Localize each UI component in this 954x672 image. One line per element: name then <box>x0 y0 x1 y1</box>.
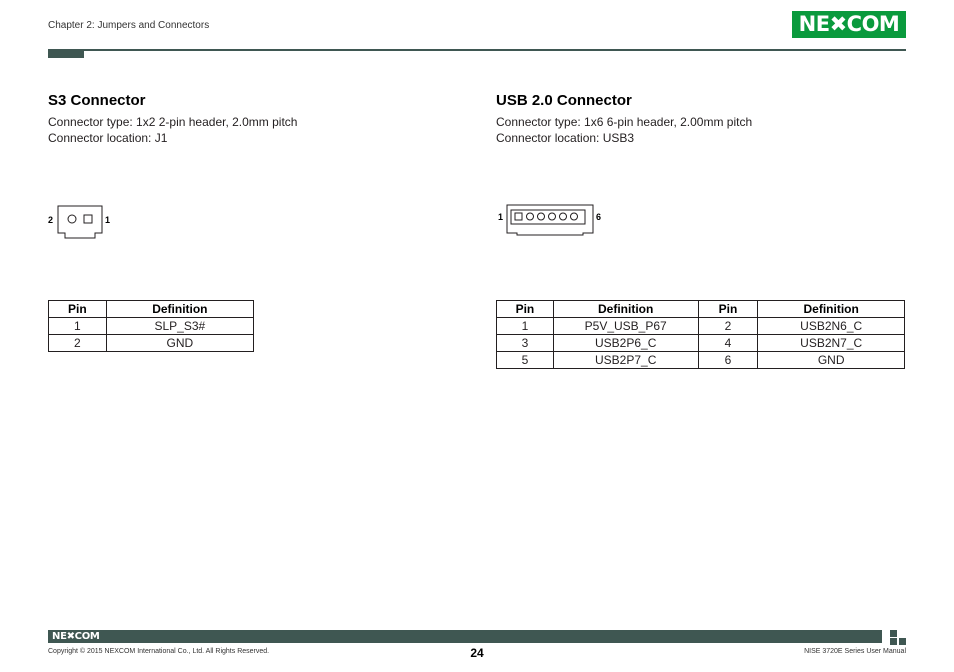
table-header-row <box>49 301 254 318</box>
table-cell: GND <box>106 335 253 352</box>
table-cell: USB2P7_C <box>553 352 698 369</box>
footer-corner-square <box>899 638 906 645</box>
table-row <box>497 335 905 352</box>
table-cell: USB2N6_C <box>758 318 905 335</box>
s3-connector-heading: S3 Connector <box>48 92 146 109</box>
footer-corner-square <box>890 638 897 645</box>
usb-pin-4 <box>549 213 556 220</box>
table-cell: 1 <box>49 318 107 335</box>
table-cell: P5V_USB_P67 <box>553 318 698 335</box>
header-rule <box>48 49 906 51</box>
footer-bar <box>48 630 882 643</box>
usb-connector-heading: USB 2.0 Connector <box>496 92 632 109</box>
table-cell: USB2N7_C <box>758 335 905 352</box>
s3-connector-location: Connector location: J1 <box>48 131 168 145</box>
s3-diagram-label-left: 2 <box>48 215 54 225</box>
usb-connector-diagram <box>505 203 595 237</box>
table-row <box>49 335 254 352</box>
usb-diagram-label-left: 1 <box>498 212 504 222</box>
s3-connector-section <box>48 92 297 146</box>
usb-connector-location: Connector location: USB3 <box>496 131 635 145</box>
table-row <box>497 318 905 335</box>
footer-logo: NE✖COM <box>52 631 100 642</box>
table-header-pin: Pin <box>698 301 758 318</box>
usb-pin-table <box>496 300 905 369</box>
manual-title: NISE 3720E Series User Manual <box>804 648 906 655</box>
usb-pin-5 <box>560 213 567 220</box>
s3-connector-diagram <box>56 204 104 240</box>
usb-connector-type: Connector type: 1x6 6-pin header, 2.00mm pitch <box>496 115 753 129</box>
s3-pin-2 <box>68 215 76 223</box>
usb-pin-6 <box>571 213 578 220</box>
page-number: 24 <box>470 646 484 660</box>
footer-corner-square <box>890 630 897 637</box>
table-cell: GND <box>758 352 905 369</box>
s3-pin-1 <box>84 215 92 223</box>
usb-pin-3 <box>538 213 545 220</box>
table-cell: 3 <box>497 335 554 352</box>
header-rule-tab <box>48 49 84 58</box>
s3-diagram-label-right: 1 <box>105 215 111 225</box>
usb-pin-1 <box>515 213 522 220</box>
table-row <box>49 318 254 335</box>
table-header-definition: Definition <box>106 301 253 318</box>
table-cell: 6 <box>698 352 758 369</box>
logo-text: NE✖COM <box>798 12 900 36</box>
chapter-title: Chapter 2: Jumpers and Connectors <box>48 20 210 31</box>
usb-diagram-label-right: 6 <box>596 212 602 222</box>
table-cell: 2 <box>698 318 758 335</box>
nexcom-logo <box>792 11 906 38</box>
table-cell: 2 <box>49 335 107 352</box>
table-header-pin: Pin <box>497 301 554 318</box>
table-header-row <box>497 301 905 318</box>
copyright-notice: Copyright © 2015 NEXCOM International Co., Ltd. All Rights Reserved. <box>48 648 270 655</box>
table-header-pin: Pin <box>49 301 107 318</box>
table-row <box>497 352 905 369</box>
table-cell: 1 <box>497 318 554 335</box>
s3-connector-type: Connector type: 1x2 2-pin header, 2.0mm pitch <box>48 115 298 129</box>
table-cell: SLP_S3# <box>106 318 253 335</box>
table-cell: 4 <box>698 335 758 352</box>
table-header-definition: Definition <box>758 301 905 318</box>
usb-pin-2 <box>527 213 534 220</box>
table-header-definition: Definition <box>553 301 698 318</box>
usb-connector-section <box>496 92 752 146</box>
table-cell: 5 <box>497 352 554 369</box>
s3-pin-table <box>48 300 254 352</box>
table-cell: USB2P6_C <box>553 335 698 352</box>
